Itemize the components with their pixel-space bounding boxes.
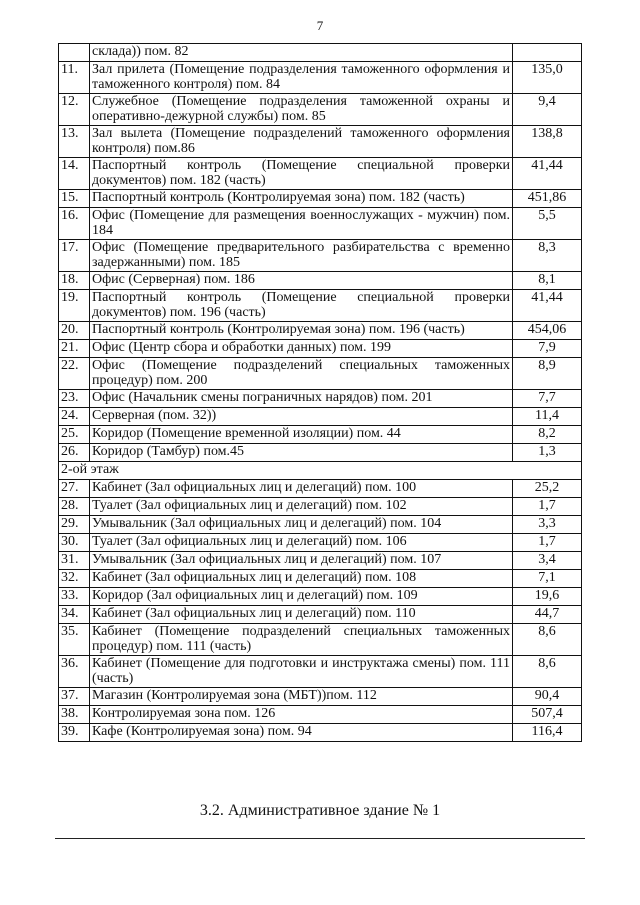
- row-number-cell: 26.: [59, 444, 90, 462]
- room-description-cell: Офис (Помещение подразделений специальных таможенных процедур) пом. 200: [90, 358, 513, 390]
- row-number-cell: 36.: [59, 656, 90, 688]
- room-description-cell: Паспортный контроль (Контролируемая зона) пом. 196 (часть): [90, 322, 513, 340]
- table-row: [59, 606, 582, 624]
- room-description-cell: Коридор (Зал официальных лиц и делегаций) пом. 109: [90, 588, 513, 606]
- room-area-cell: 7,1: [513, 570, 582, 588]
- room-area-cell: 507,4: [513, 706, 582, 724]
- row-number-cell: 37.: [59, 688, 90, 706]
- row-number-cell: 27.: [59, 480, 90, 498]
- room-description-cell: Офис (Помещение для размещения военнослужащих - мужчин) пом. 184: [90, 208, 513, 240]
- table-row: [59, 158, 582, 190]
- table-row: [59, 570, 582, 588]
- table-row: [59, 534, 582, 552]
- room-area-cell: 3,4: [513, 552, 582, 570]
- room-area-cell: 8,3: [513, 240, 582, 272]
- room-description-cell: Кабинет (Зал официальных лиц и делегаций) пом. 108: [90, 570, 513, 588]
- room-description-cell: Паспортный контроль (Контролируемая зона) пом. 182 (часть): [90, 190, 513, 208]
- room-area-cell: 8,6: [513, 656, 582, 688]
- room-description-cell: Кабинет (Помещение для подготовки и инструктажа смены) пом. 111 (часть): [90, 656, 513, 688]
- room-table: [58, 43, 582, 742]
- room-area-cell: 451,86: [513, 190, 582, 208]
- row-number-cell: 35.: [59, 624, 90, 656]
- room-area-cell: 135,0: [513, 62, 582, 94]
- room-area-cell: 25,2: [513, 480, 582, 498]
- room-area-cell: 138,8: [513, 126, 582, 158]
- room-description-cell: Коридор (Тамбур) пом.45: [90, 444, 513, 462]
- table-row: [59, 240, 582, 272]
- row-number-cell: [59, 44, 90, 62]
- row-number-cell: 17.: [59, 240, 90, 272]
- floor-label: 2-ой этаж: [59, 462, 582, 480]
- table-row: [59, 656, 582, 688]
- table-row: [59, 44, 582, 62]
- room-description-cell: Магазин (Контролируемая зона (МБТ))пом. 112: [90, 688, 513, 706]
- room-description-cell: Серверная (пом. 32)): [90, 408, 513, 426]
- table-row: [59, 408, 582, 426]
- room-description-cell: Контролируемая зона пом. 126: [90, 706, 513, 724]
- room-description-cell: Кафе (Контролируемая зона) пом. 94: [90, 724, 513, 742]
- room-area-cell: 8,6: [513, 624, 582, 656]
- room-description-cell: Офис (Центр сбора и обработки данных) пом. 199: [90, 340, 513, 358]
- room-area-cell: 19,6: [513, 588, 582, 606]
- room-table-body: [59, 44, 582, 742]
- room-area-cell: 1,7: [513, 498, 582, 516]
- room-area-cell: 1,3: [513, 444, 582, 462]
- row-number-cell: 38.: [59, 706, 90, 724]
- row-number-cell: 28.: [59, 498, 90, 516]
- table-row: [59, 190, 582, 208]
- room-area-cell: 11,4: [513, 408, 582, 426]
- table-row: [59, 724, 582, 742]
- row-number-cell: 13.: [59, 126, 90, 158]
- room-area-cell: 7,9: [513, 340, 582, 358]
- table-row: [59, 498, 582, 516]
- room-area-cell: 454,06: [513, 322, 582, 340]
- room-description-cell: Паспортный контроль (Помещение специальной проверки документов) пом. 182 (часть): [90, 158, 513, 190]
- room-description-cell: Умывальник (Зал официальных лиц и делегаций) пом. 107: [90, 552, 513, 570]
- row-number-cell: 29.: [59, 516, 90, 534]
- room-area-cell: 8,2: [513, 426, 582, 444]
- row-number-cell: 18.: [59, 272, 90, 290]
- table-row: [59, 126, 582, 158]
- table-row: [59, 62, 582, 94]
- row-number-cell: 34.: [59, 606, 90, 624]
- room-area-cell: 1,7: [513, 534, 582, 552]
- row-number-cell: 20.: [59, 322, 90, 340]
- table-row: [59, 444, 582, 462]
- row-number-cell: 11.: [59, 62, 90, 94]
- room-description-cell: Туалет (Зал официальных лиц и делегаций) пом. 102: [90, 498, 513, 516]
- room-description-cell: Служебное (Помещение подразделения таможенной охраны и оперативно-дежурной службы) пом. 85: [90, 94, 513, 126]
- room-area-cell: 44,7: [513, 606, 582, 624]
- room-description-cell: Кабинет (Зал официальных лиц и делегаций) пом. 100: [90, 480, 513, 498]
- room-area-cell: 9,4: [513, 94, 582, 126]
- table-row: [59, 552, 582, 570]
- table-row: [59, 688, 582, 706]
- room-description-cell: Паспортный контроль (Помещение специальной проверки документов) пом. 196 (часть): [90, 290, 513, 322]
- row-number-cell: 16.: [59, 208, 90, 240]
- room-description-cell: Офис (Помещение предварительного разбирательства с временно задержанными) пом. 185: [90, 240, 513, 272]
- table-row: [59, 322, 582, 340]
- table-row: [59, 272, 582, 290]
- room-description-cell: Зал прилета (Помещение подразделения таможенного оформления и таможенного контроля) пом. 84: [90, 62, 513, 94]
- row-number-cell: 12.: [59, 94, 90, 126]
- table-row: [59, 624, 582, 656]
- table-row: [59, 516, 582, 534]
- room-area-cell: 8,1: [513, 272, 582, 290]
- room-area-cell: 116,4: [513, 724, 582, 742]
- room-area-cell: 7,7: [513, 390, 582, 408]
- room-area-cell: 8,9: [513, 358, 582, 390]
- row-number-cell: 19.: [59, 290, 90, 322]
- room-description-cell: Зал вылета (Помещение подразделений таможенного оформления контроля) пом.86: [90, 126, 513, 158]
- row-number-cell: 24.: [59, 408, 90, 426]
- room-description-cell: Умывальник (Зал официальных лиц и делегаций) пом. 104: [90, 516, 513, 534]
- table-row: [59, 208, 582, 240]
- room-area-cell: [513, 44, 582, 62]
- page-number: 7: [316, 18, 324, 33]
- table-row: [59, 588, 582, 606]
- row-number-cell: 15.: [59, 190, 90, 208]
- row-number-cell: 31.: [59, 552, 90, 570]
- room-area-cell: 3,3: [513, 516, 582, 534]
- room-description-cell: Кабинет (Помещение подразделений специальных таможенных процедур) пом. 111 (часть): [90, 624, 513, 656]
- table-row: [59, 340, 582, 358]
- table-row: [59, 390, 582, 408]
- row-number-cell: 22.: [59, 358, 90, 390]
- section-heading: 3.2. Административное здание № 1: [199, 802, 441, 819]
- room-area-cell: 41,44: [513, 158, 582, 190]
- row-number-cell: 25.: [59, 426, 90, 444]
- row-number-cell: 39.: [59, 724, 90, 742]
- row-number-cell: 21.: [59, 340, 90, 358]
- room-description-cell: Туалет (Зал официальных лиц и делегаций) пом. 106: [90, 534, 513, 552]
- room-description-cell: склада)) пом. 82: [90, 44, 513, 62]
- room-area-cell: 90,4: [513, 688, 582, 706]
- table-row: [59, 706, 582, 724]
- room-description-cell: Офис (Начальник смены пограничных нарядов) пом. 201: [90, 390, 513, 408]
- room-area-cell: 41,44: [513, 290, 582, 322]
- row-number-cell: 14.: [59, 158, 90, 190]
- table-row: [59, 426, 582, 444]
- room-description-cell: Кабинет (Зал официальных лиц и делегаций) пом. 110: [90, 606, 513, 624]
- bottom-rule: [55, 838, 585, 839]
- table-row: [59, 358, 582, 390]
- row-number-cell: 33.: [59, 588, 90, 606]
- table-row: [59, 480, 582, 498]
- row-number-cell: 32.: [59, 570, 90, 588]
- row-number-cell: 23.: [59, 390, 90, 408]
- row-number-cell: 30.: [59, 534, 90, 552]
- room-description-cell: Коридор (Помещение временной изоляции) пом. 44: [90, 426, 513, 444]
- room-description-cell: Офис (Серверная) пом. 186: [90, 272, 513, 290]
- table-row: [59, 94, 582, 126]
- table-row: [59, 290, 582, 322]
- room-area-cell: 5,5: [513, 208, 582, 240]
- floor-section-row: [59, 462, 582, 480]
